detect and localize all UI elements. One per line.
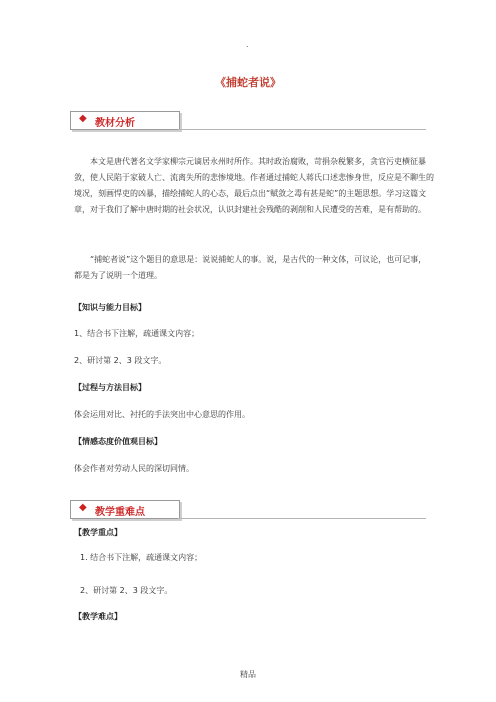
knowledge-goal-2: 2、研讨第 2、3 段文字。: [74, 356, 167, 365]
knowledge-goal-1: 1、结合书下注解，疏通课文内容；: [74, 329, 200, 338]
process-goal-text: 体会运用对比、衬托的手法突出中心意思的作用。: [74, 410, 250, 419]
page-footer: 精品: [240, 670, 256, 679]
section-label: 教学重难点: [95, 507, 145, 518]
section-header-analysis: [70, 111, 180, 130]
knowledge-goal-heading: 【知识与能力目标】: [74, 303, 146, 312]
difficulty-heading: 【教学难点】: [74, 612, 122, 621]
focus-heading: 【教学重点】: [74, 528, 122, 537]
focus-item-2: 2、研讨第 2、3 段文字。: [80, 586, 173, 595]
section-divider: [178, 129, 426, 130]
intro-paragraph-2: “捕蛇者说”这个题目的意思是：说说捕蛇人的事。说，是古代的一种文体，可议论，也可记事，都是为了说明一个道理。: [74, 255, 427, 280]
top-mark: .: [246, 40, 249, 49]
intro-paragraph-1: 本文是唐代著名文学家柳宗元谪居永州时所作。其时政治腐败，苛捐杂税繁多，贪官污吏横征暴敛，使人民陷于家破人亡、流离失所的悲惨境地。作者通过捕蛇人蒋氏口述悲惨身世，反应是不聊生的境况，刻画悍吏的凶暴，描绘捕蛇人的心态，最后点出“赋敛之毒有甚是蛇”的主题思想。学习这篇文章，对于我们了解中唐时期的社会状况，认识封建社会残酷的剥削和人民遭受的苦难，是有帮助的。: [74, 157, 434, 214]
process-goal-heading: 【过程与方法目标】: [74, 383, 146, 392]
emotion-goal-text: 体会作者对劳动人民的深切同情。: [74, 464, 194, 473]
diamond-icon: ◆: [79, 113, 87, 124]
focus-item-1: 1. 结合书下注解，疏通课文内容；: [80, 553, 203, 562]
emotion-goal-heading: 【情感态度价值观目标】: [74, 437, 162, 446]
section-header-key-points: [70, 500, 180, 519]
page-title: 《捕蛇者说》: [215, 76, 281, 89]
diamond-icon: ◆: [79, 502, 87, 513]
section-divider: [178, 518, 426, 519]
section-label: 教材分析: [95, 118, 135, 129]
